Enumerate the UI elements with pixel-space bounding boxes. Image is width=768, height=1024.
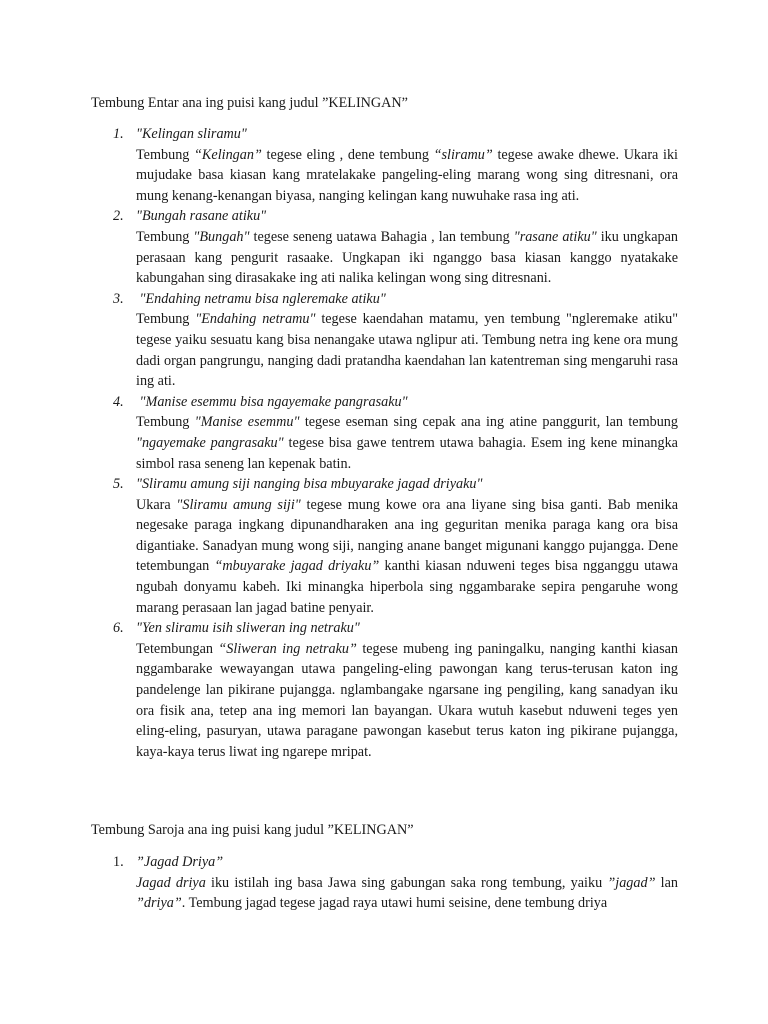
emphasized-term: "Manise esemmu" <box>194 414 300 431</box>
list-item-body <box>136 873 678 914</box>
body-text: tegese mubeng ing paningalku, nanging kanthi kiasan nggambarake wewayangan utawa pangeling-eling pawongan kang terus-terusan katon ing pandelenge lan pikirane pujangga. nglambangake ngarsane ing pengiling, kang sanadyan iku ora fisik ana, tetep ana ing memori lan bayangan. Ukara wutuh kasebut nduweni teges yen eling-eling, pasuryan, utawa paragane pawongan kasebut terus katon ing pikirane pujangga, kaya-kaya terus liwat ing ngarepe mripat. <box>136 640 678 760</box>
list-item-body <box>136 495 678 619</box>
list-item <box>0 289 678 392</box>
list-item-number: 3. <box>113 290 124 307</box>
emphasized-term: “mbuyarake jagad driyaku” <box>214 558 380 575</box>
emphasized-term: ”jagad” <box>607 874 656 891</box>
body-text: tegese eling , dene tembung <box>261 146 434 163</box>
body-text: tegese mung kowe ora ana liyane sing bisa ganti. Bab menika negesake paraga ingkang dipunandharaken ana ing geguritan menika paraga kang ora bisa digantiake. Sanadyan mung wong siji, nanging anane banget migunani kanggo pujangga. Dene tetembungan <box>136 496 678 575</box>
tembung-entar-list <box>0 124 768 762</box>
list-item-title: ”Jagad Driya” <box>136 854 224 870</box>
list-item <box>0 206 678 288</box>
body-text: tegese kaendahan matamu, yen tembung "ngleremake atiku" tegese yaiku sesuatu kang bisa nenangake utawa nglipur ati. Tembung netra ing kene ora mung dadi organ pangrungu, nanging dadi pratandha kaendahan lan katentreman sing mengaruhi rasa ing ati. <box>136 311 679 390</box>
list-item-body <box>136 639 678 763</box>
emphasized-term: "rasane atiku" <box>513 228 597 245</box>
list-item-title: "Yen sliramu isih sliweran ing netraku" <box>136 620 360 637</box>
list-item-title: "Kelingan sliramu" <box>136 126 247 142</box>
section-heading-tembung-saroja: Tembung Saroja ana ing puisi kang judul ”KELINGAN” <box>91 822 414 838</box>
body-text: iku istilah ing basa Jawa sing gabungan saka rong tembung, yaiku <box>205 874 608 891</box>
list-item-number: 1. <box>113 854 124 870</box>
emphasized-term: "Bungah" <box>193 228 250 245</box>
list-item <box>0 474 678 618</box>
body-text: Tetembungan <box>136 640 219 657</box>
list-item-title: "Endahing netramu bisa ngleremake atiku" <box>136 290 386 307</box>
list-item <box>0 392 678 474</box>
emphasized-term: Jagad driya <box>136 874 206 891</box>
body-text: Tembung <box>136 146 195 163</box>
body-text: iku ungkapan perasaan kang pengurit rasaake. Ungkapan iki nganggo basa kiasan kanggo nyatakake kabungahan sing dirasakake ing ati nalika kelingan wong sing ditresnani. <box>136 228 679 287</box>
body-text: lan <box>655 874 678 891</box>
section-heading-tembung-entar: Tembung Entar ana ing puisi kang judul ”KELINGAN” <box>91 95 408 111</box>
body-text: Tembung <box>136 228 194 245</box>
body-text: tegese bisa gawe tentrem utawa bahagia. Esem ing kene minangka simbol rasa seneng lan kepenak batin. <box>136 434 678 472</box>
emphasized-term: “sliramu” <box>433 146 493 163</box>
list-item <box>0 124 678 206</box>
body-text: tegese seneng uatawa Bahagia , lan tembung <box>249 228 514 245</box>
list-item-title: "Sliramu amung siji nanging bisa mbuyarake jagad driyaku" <box>136 476 483 493</box>
emphasized-term: “Kelingan” <box>194 146 262 163</box>
emphasized-term: ”driya” <box>136 895 182 912</box>
emphasized-term: "ngayemake pangrasaku" <box>136 434 284 451</box>
tembung-saroja-list <box>0 852 768 914</box>
body-text: tegese eseman sing cepak ana ing atine panggurit, lan tembung <box>299 414 678 431</box>
list-item-body <box>136 145 678 207</box>
list-item-number: 6. <box>113 620 124 637</box>
body-text: tegese awake dhewe. Ukara iki mujudake basa kiasan kang mratelakake pangeling-eling marang wong sing ditresnani, ora mung kenang-kenangan biyasa, nanging kelingan kang nuwuhake rasa ing ati. <box>136 146 678 204</box>
list-item <box>0 618 678 762</box>
list-item-number: 4. <box>113 393 124 410</box>
body-text: . Tembung jagad tegese jagad raya utawi humi seisine, dene tembung driya <box>181 895 608 912</box>
body-text: Tembung <box>136 414 195 431</box>
list-item-title: "Bungah rasane atiku" <box>136 208 267 225</box>
list-item-body <box>136 309 678 391</box>
list-item-body <box>136 412 678 474</box>
emphasized-term: "Endahing netramu" <box>195 311 316 328</box>
list-item-number: 2. <box>113 208 124 225</box>
body-text: Tembung <box>136 311 196 328</box>
list-item-number: 5. <box>113 476 124 493</box>
list-item <box>0 852 678 914</box>
list-item-title: "Manise esemmu bisa ngayemake pangrasaku" <box>136 393 408 410</box>
list-item-body <box>136 227 678 289</box>
emphasized-term: "Sliramu amung siji" <box>176 496 301 513</box>
emphasized-term: “Sliweran ing netraku” <box>218 640 357 657</box>
body-text: kanthi kiasan nduweni teges bisa ngganggu utawa ngubah donyamu kabeh. Iki minangka hiperbola sing nggambarake sepira pengaruhe wong marang perasaan lan jagad batine penyair. <box>136 558 678 616</box>
body-text: Ukara <box>136 496 177 513</box>
list-item-number: 1. <box>113 126 124 142</box>
